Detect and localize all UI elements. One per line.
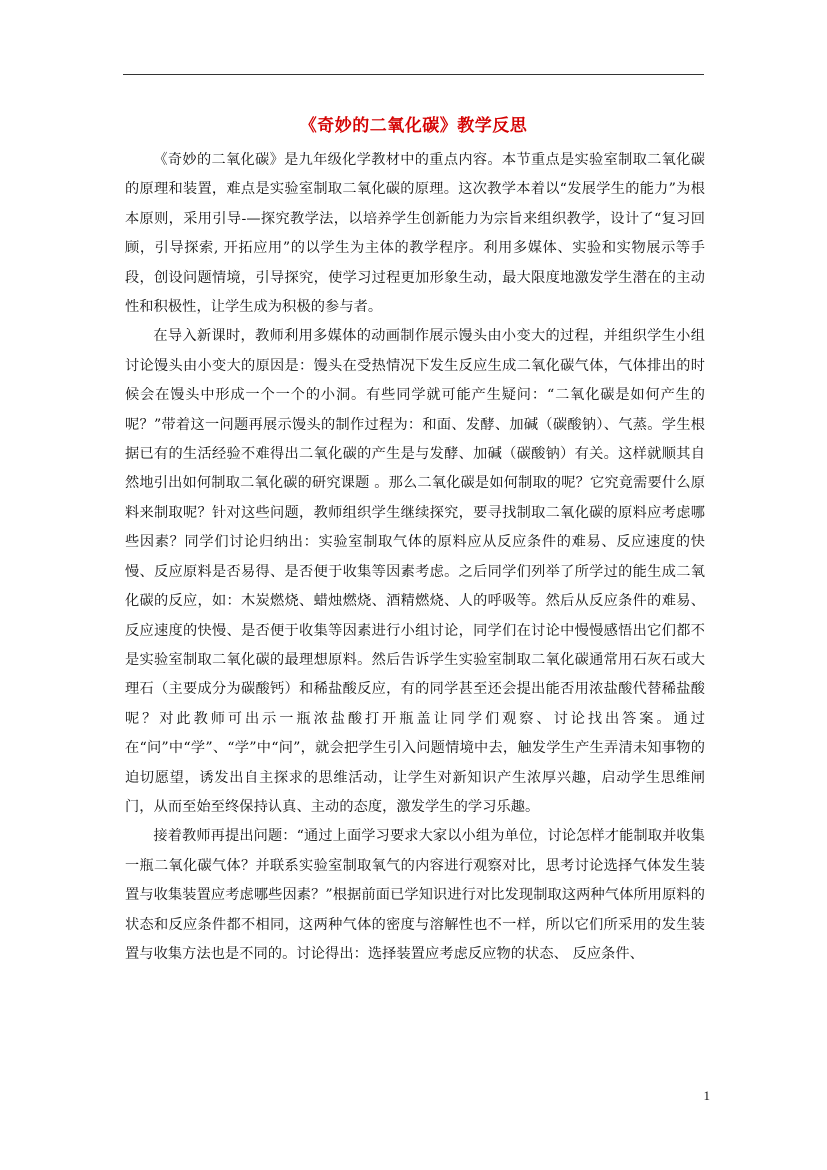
- paragraph-3: 接着教师再提出问题：“通过上面学习要求大家以小组为单位，讨论怎样才能制取并收集一瓶二氧化碳气体？并联系实验室制取氧气的内容进行观察对比，思考讨论选择气体发生装置与收集装置应考虑哪些因素？”根据前面已学知识进行对比发现制取这两种气体所用原料的状态和反应条件都不相同，这两种气体的密度与溶解性也不一样，所以它们所采用的发生装置与收集方法也是不同的。讨论得出：选择装置应考虑反应物的状态、 反应条件、: [125, 828, 705, 962]
- paragraph-1: 《奇妙的二氧化碳》是九年级化学教材中的重点内容。本节重点是实验室制取二氧化碳的原理和装置，难点是实验室制取二氧化碳的原理。这次教学本着以“发展学生的能力”为根本原则，采用引导-—探究教学法，以培养学生创新能力为宗旨来组织教学，设计了“复习回顾，引导探索, 开拓应用”的以学生为主体的教学程序。利用多媒体、实验和实物展示等手段，创设问题情境，引导探究，使学习过程更加形象生动，最大限度地激发学生潜在的主动性和积极性，让学生成为积极的参与者。: [125, 152, 705, 316]
- header-rule: [123, 74, 704, 75]
- paragraph-2: 在导入新课时，教师利用多媒体的动画制作展示馒头由小变大的过程，并组织学生小组讨论馒头由小变大的原因是：馒头在受热情况下发生反应生成二氧化碳气体，气体排出的时候会在馒头中形成一个一个的小洞。有些同学就可能产生疑问：“二氧化碳是如何产生的呢？”带着这一问题再展示馒头的制作过程为：和面、发酵、加碱（碳酸钠）、气蒸。学生根据已有的生活经验不难得出二氧化碳的产生是与发酵、加碱（碳酸钠）有关。这样就顺其自然地引出如何制取二氧化碳的研究课题 。那么二氧化碳是如何制取的呢？它究竟需要什么原料来制取呢？针对这些问题，教师组织学生继续探究，要寻找制取二氧化碳的原料应考虑哪些因素？同学们讨论归纳出：实验室制取气体的原料应从反应条件的难易、反应速度的快慢、反应原料是否易得、是否便于收集等因素考虑。之后同学们列举了所学过的能生成二氧化碳的反应，如：木炭燃烧、蜡烛燃烧、酒精燃烧、人的呼吸等。然后从反应条件的难易、反应速度的快慢、是否便于收集等因素进行小组讨论，同学们在讨论中慢慢感悟出它们都不是实验室制取二氧化碳的最理想原料。然后告诉学生实验室制取二氧化碳通常用石灰石或大理石（主要成分为碳酸钙）和稀盐酸反应，有的同学甚至还会提出能否用浓盐酸代替稀盐酸呢？对此教师可出示一瓶浓盐酸打开瓶盖让同学们观察、讨论找出答案。通过在“问”中“学”、“学”中“问”，就会把学生引入问题情境中去，触发学生产生弄清未知事物的迫切愿望，诱发出自主探求的思维活动，让学生对新知识产生浓厚兴趣，启动学生思维闸门，从而至始至终保持认真、主动的态度，激发学生的学习乐趣。: [125, 328, 705, 815]
- document-body: [125, 146, 705, 969]
- document-title: 《奇妙的二氧化碳》教学反思: [299, 116, 528, 136]
- page-number: 1: [703, 1088, 710, 1103]
